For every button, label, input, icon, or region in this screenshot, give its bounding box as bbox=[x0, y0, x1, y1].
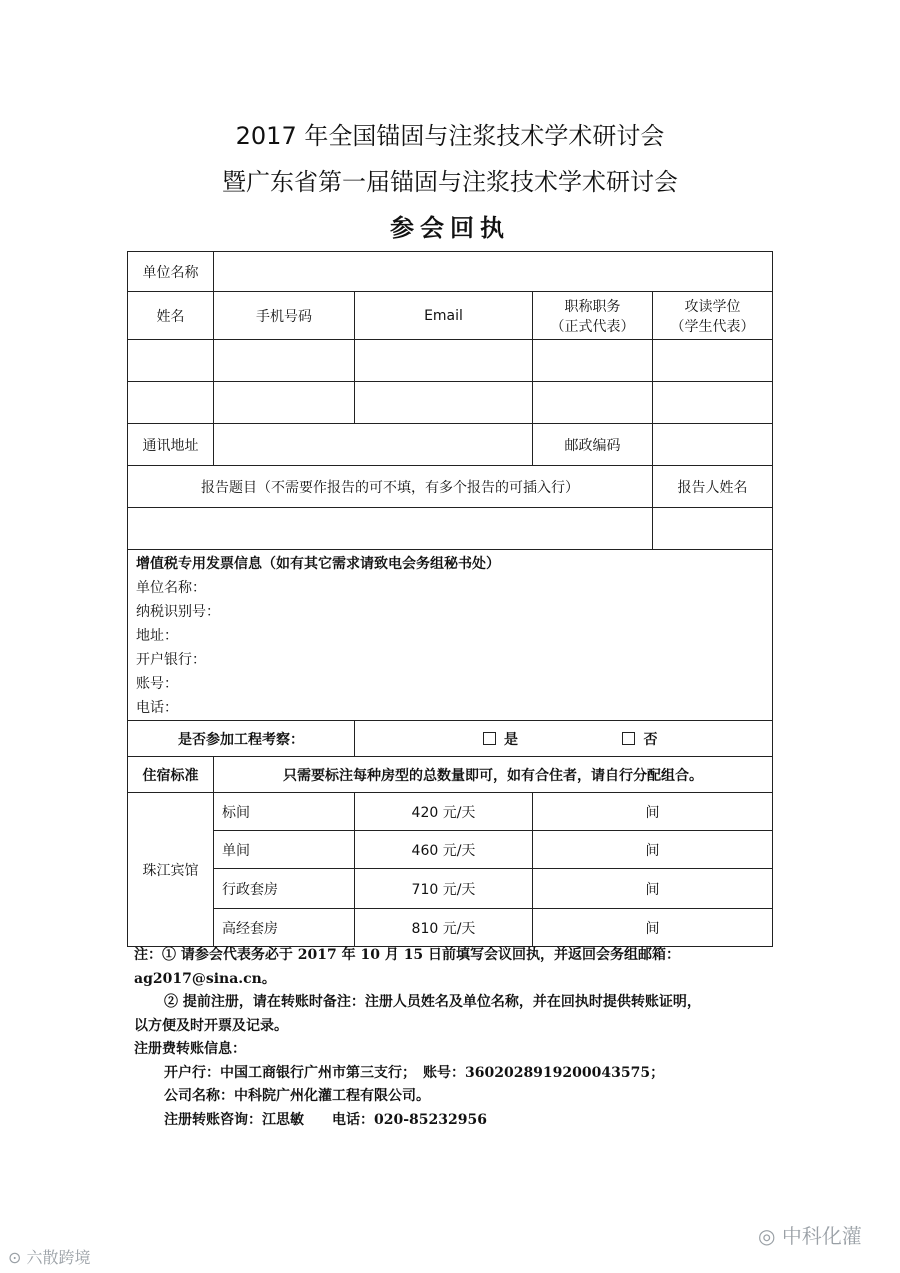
watermark-right-text: 中科化灌 bbox=[781, 1224, 862, 1248]
postcode-field[interactable] bbox=[653, 424, 773, 466]
room-type: 标间 bbox=[214, 793, 355, 831]
invoice-address-label: 地址： bbox=[136, 628, 178, 644]
col-title-header bbox=[533, 292, 653, 340]
document-subtitle: 暨广东省第一届锚固与注浆技术学术研讨会 bbox=[222, 168, 678, 196]
inspection-label: 是否参加工程考察： bbox=[128, 721, 355, 757]
room-count-field[interactable]: 间 bbox=[533, 793, 773, 831]
col-name-header: 姓名 bbox=[128, 292, 214, 340]
room-type: 高经套房 bbox=[214, 909, 355, 947]
col-degree-line1: 攻读学位 bbox=[684, 298, 741, 315]
wechat-icon: ◎ bbox=[758, 1224, 782, 1248]
report-title-label: 报告题目（不需要作报告的可不填，有多个报告的可插入行） bbox=[128, 466, 653, 508]
room-count-field[interactable]: 间 bbox=[533, 869, 773, 909]
room-price: 710 元/天 bbox=[355, 869, 533, 909]
title-field[interactable] bbox=[533, 382, 653, 424]
unit-name-field[interactable] bbox=[214, 252, 773, 292]
phone-field[interactable] bbox=[214, 382, 355, 424]
invoice-row bbox=[128, 550, 773, 721]
room-count-field[interactable]: 间 bbox=[533, 831, 773, 869]
room-row bbox=[128, 869, 773, 909]
name-field[interactable] bbox=[128, 340, 214, 382]
inspection-yes-label: 是 bbox=[504, 731, 518, 748]
room-price: 420 元/天 bbox=[355, 793, 533, 831]
address-row bbox=[128, 424, 773, 466]
title-field[interactable] bbox=[533, 340, 653, 382]
note-line: ② 提前注册，请在转账时备注：注册人员姓名及单位名称，并在回执时提供转账证明， bbox=[164, 994, 701, 1010]
watermark-right bbox=[758, 1220, 862, 1249]
room-type: 单间 bbox=[214, 831, 355, 869]
form-title: 参会回执 bbox=[390, 213, 510, 242]
reporter-name-field[interactable] bbox=[653, 508, 773, 550]
inspection-row bbox=[128, 721, 773, 757]
note-line: 公司名称：中科院广州化灌工程有限公司。 bbox=[164, 1088, 430, 1104]
inspection-no-option[interactable] bbox=[622, 729, 657, 749]
note-line: 开户行：中国工商银行广州市第三支行； 账号：3602028919200043575； bbox=[164, 1064, 665, 1081]
invoice-unit-label: 单位名称： bbox=[136, 580, 206, 596]
col-title-line2: （正式代表） bbox=[550, 318, 635, 335]
invoice-section[interactable] bbox=[128, 550, 773, 721]
lodging-label: 住宿标准 bbox=[128, 757, 214, 793]
report-row bbox=[128, 508, 773, 550]
report-header-row bbox=[128, 466, 773, 508]
room-price: 810 元/天 bbox=[355, 909, 533, 947]
checkbox-icon[interactable] bbox=[483, 732, 496, 745]
note-line: 以方便及时开票及记录。 bbox=[134, 1017, 288, 1034]
col-email-header: Email bbox=[355, 292, 533, 340]
hotel-name: 珠江宾馆 bbox=[128, 793, 214, 947]
checkbox-icon[interactable] bbox=[622, 732, 635, 745]
note-line: 注：① 请参会代表务必于 2017 年 10 月 15 日前填写会议回执，并返回会务组邮箱： bbox=[134, 947, 681, 963]
address-field[interactable] bbox=[214, 424, 533, 466]
report-title-field[interactable] bbox=[128, 508, 653, 550]
lodging-note: 只需要标注每种房型的总数量即可，如有合住者，请自行分配组合。 bbox=[214, 757, 773, 793]
col-phone-header: 手机号码 bbox=[214, 292, 355, 340]
degree-field[interactable] bbox=[653, 382, 773, 424]
phone-field[interactable] bbox=[214, 340, 355, 382]
postcode-label: 邮政编码 bbox=[533, 424, 653, 466]
participant-header-row bbox=[128, 292, 773, 340]
notes-section bbox=[134, 944, 774, 1132]
invoice-heading: 增值税专用发票信息（如有其它需求请致电会务组秘书处） bbox=[136, 556, 500, 572]
watermark-left bbox=[8, 1245, 91, 1268]
document-title: 2017 年全国锚固与注浆技术学术研讨会 bbox=[235, 122, 665, 150]
watermark-left-text: 六散跨境 bbox=[26, 1248, 91, 1267]
email-field[interactable] bbox=[355, 340, 533, 382]
degree-field[interactable] bbox=[653, 340, 773, 382]
col-title-line1: 职称职务 bbox=[564, 298, 621, 315]
unit-name-row bbox=[128, 252, 773, 292]
logo-icon: ⊙ bbox=[8, 1248, 27, 1267]
unit-name-label: 单位名称 bbox=[128, 252, 214, 292]
name-field[interactable] bbox=[128, 382, 214, 424]
participant-row bbox=[128, 382, 773, 424]
room-row bbox=[128, 909, 773, 947]
room-type: 行政套房 bbox=[214, 869, 355, 909]
inspection-options bbox=[355, 721, 773, 757]
note-line: 注册转账咨询：江思敏 电话：020-85232956 bbox=[164, 1111, 487, 1128]
invoice-phone-label: 电话： bbox=[136, 700, 178, 716]
col-degree-header bbox=[653, 292, 773, 340]
address-label: 通讯地址 bbox=[128, 424, 214, 466]
email-field[interactable] bbox=[355, 382, 533, 424]
inspection-no-label: 否 bbox=[643, 731, 658, 748]
invoice-bank-label: 开户银行： bbox=[136, 652, 206, 668]
note-line: 注册费转账信息： bbox=[134, 1041, 246, 1057]
room-row bbox=[128, 831, 773, 869]
participant-row bbox=[128, 340, 773, 382]
reporter-name-label: 报告人姓名 bbox=[653, 466, 773, 508]
invoice-account-label: 账号： bbox=[136, 676, 178, 692]
inspection-yes-option[interactable] bbox=[483, 729, 518, 749]
lodging-header-row bbox=[128, 757, 773, 793]
invoice-tax-id-label: 纳税识别号： bbox=[136, 604, 220, 620]
room-count-field[interactable]: 间 bbox=[533, 909, 773, 947]
registration-form bbox=[127, 251, 773, 947]
room-row bbox=[128, 793, 773, 831]
room-price: 460 元/天 bbox=[355, 831, 533, 869]
note-email: ag2017@sina.cn。 bbox=[134, 970, 276, 987]
col-degree-line2: （学生代表） bbox=[670, 318, 755, 335]
